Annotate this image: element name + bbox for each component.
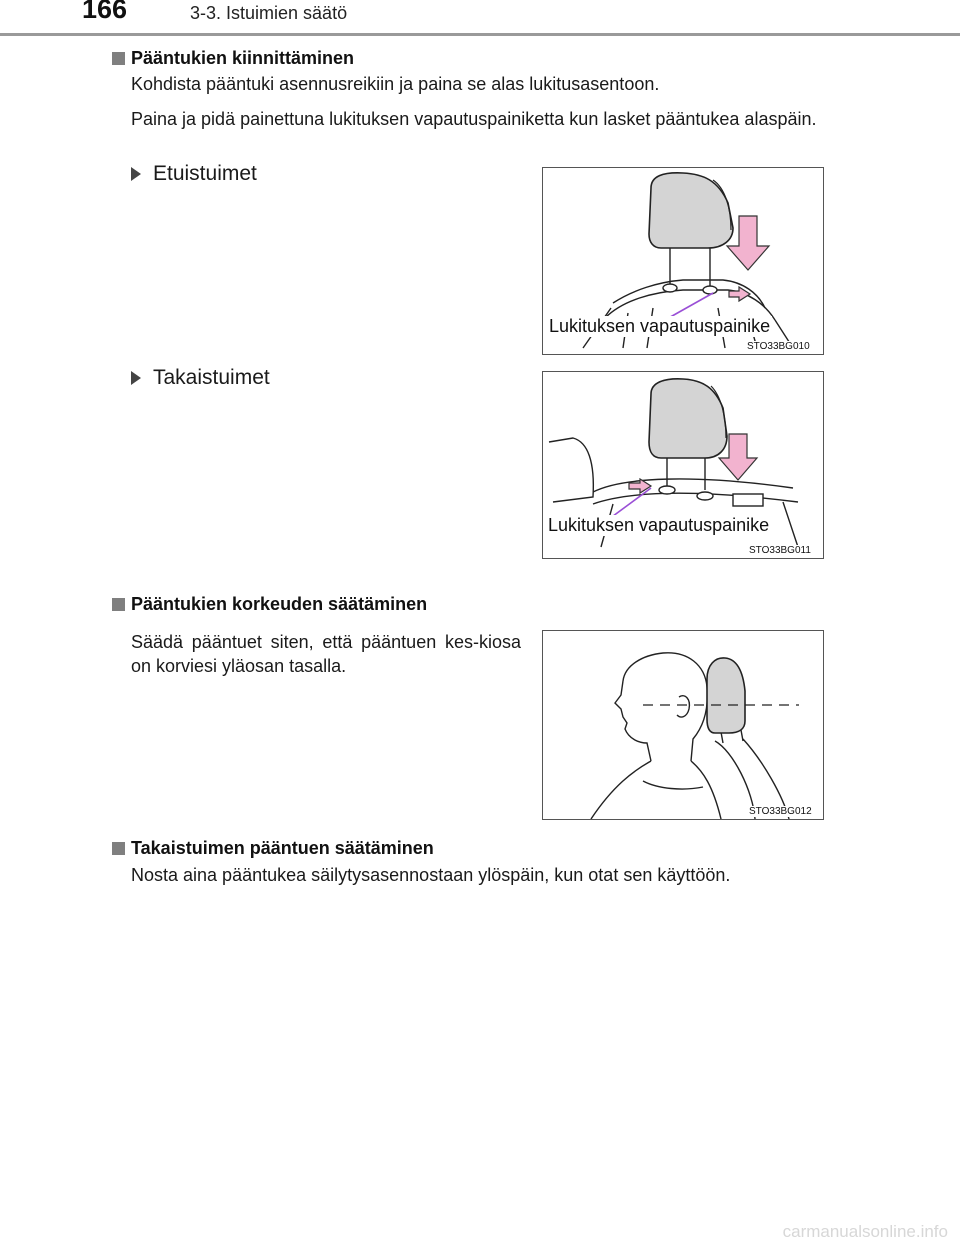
paragraph-attach-1: Kohdista pääntuki asennusreikiin ja paina se alas lukitusasentoon. [131, 74, 660, 94]
section-heading-rear-adjust [112, 838, 434, 859]
section-heading-height [112, 594, 427, 615]
section-heading-attach [112, 48, 354, 69]
footer-watermark[interactable]: carmanualsonline.info [782, 1222, 948, 1241]
paragraph-height: Säädä pääntuet siten, että pääntuen kes-kiosa on korviesi yläosan tasalla. [131, 632, 521, 676]
front-figure-label: Lukituksen vapautuspainike [549, 316, 771, 336]
height-figure-code: STO33BG012 [749, 806, 812, 817]
chapter-title: 3-3. Istuimien säätö [190, 3, 348, 23]
header-rule [0, 33, 960, 36]
rear-figure-code: STO33BG011 [749, 545, 811, 556]
figure-head-height [542, 630, 824, 820]
square-bullet-icon [112, 52, 125, 65]
subheading-front-seats [131, 162, 257, 186]
heading-text: Takaistuimen pääntuen säätäminen [131, 838, 434, 858]
heading-text: Pääntukien kiinnittäminen [131, 48, 355, 68]
triangle-bullet-icon [131, 371, 141, 385]
subheading-rear-seats [131, 366, 270, 390]
page-number: 166 [82, 0, 128, 24]
subheading-text: Etuistuimet [153, 162, 257, 185]
subheading-text: Takaistuimet [153, 366, 270, 389]
triangle-bullet-icon [131, 167, 141, 181]
heading-text: Pääntukien korkeuden säätäminen [131, 594, 428, 614]
rear-figure-label: Lukituksen vapautuspainike [548, 515, 770, 535]
head-height-illustration [543, 631, 823, 819]
paragraph-attach-2: Paina ja pidä painettuna lukituksen vapautuspainiketta kun lasket pääntukea alaspäin. [131, 109, 817, 129]
figure-front-headrest [542, 167, 824, 355]
paragraph-rear-adjust: Nosta aina pääntukea säilytysasennostaan ylöspäin, kun otat sen käyttöön. [131, 865, 731, 885]
square-bullet-icon [112, 598, 125, 611]
square-bullet-icon [112, 842, 125, 855]
figure-rear-headrest [542, 371, 824, 559]
front-figure-code: STO33BG010 [747, 341, 810, 352]
